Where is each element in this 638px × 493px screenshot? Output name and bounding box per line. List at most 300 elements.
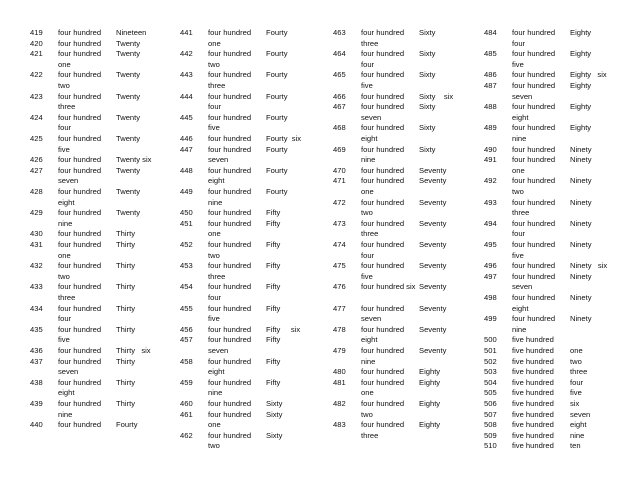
hundreds-word: four hundred five: [361, 70, 405, 90]
tens-word: Eighty: [570, 102, 592, 112]
row-number: 488: [484, 102, 497, 112]
row-number: 468: [333, 123, 346, 133]
number-row: [180, 282, 320, 303]
number-row: [333, 219, 473, 240]
row-number: 476: [333, 282, 346, 292]
row-number: 444: [180, 91, 193, 101]
number-row: [484, 49, 624, 70]
tens-word: Eighty: [419, 377, 441, 387]
tens-word: Thirty: [116, 261, 135, 271]
hundreds-word: four hundred: [361, 165, 405, 175]
number-row: [484, 219, 624, 240]
hundreds-word: four hundred seven: [361, 303, 405, 324]
row-number: 423: [30, 91, 43, 101]
tens-word: Ninety: [570, 271, 592, 281]
row-number: 495: [484, 240, 497, 249]
number-row: [484, 431, 624, 442]
hundreds-word: four hundred: [58, 229, 102, 239]
hundreds-word: four hundred one: [361, 377, 405, 398]
row-number: 433: [30, 282, 43, 292]
number-row: [484, 378, 624, 389]
tens-word: Ninety six: [570, 261, 608, 271]
hundreds-word: four hundred four: [58, 112, 102, 133]
hundreds-word: four hundred three: [208, 70, 252, 90]
row-number: 436: [30, 346, 43, 355]
row-number: 507: [484, 409, 497, 419]
tens-word: Twenty: [116, 134, 141, 143]
tens-word: Seventy: [419, 324, 447, 334]
hundreds-word: four hundred three: [512, 197, 556, 218]
row-number: 432: [30, 261, 43, 271]
tens-word: Twenty: [116, 38, 141, 48]
row-number: 480: [333, 367, 346, 377]
hundreds-word: four hundred: [512, 144, 556, 154]
tens-word: three: [570, 367, 588, 377]
tens-word: Ninety: [570, 155, 592, 165]
row-number: 437: [30, 356, 43, 366]
hundreds-word: four hundred seven: [58, 356, 102, 377]
tens-word: Fifty: [266, 282, 281, 292]
hundreds-word: four hundred four: [361, 49, 405, 69]
tens-word: Twenty: [116, 112, 141, 122]
number-row: [30, 92, 170, 113]
tens-word: Ninety: [570, 176, 592, 186]
row-number: 509: [484, 430, 497, 440]
number-row: [30, 113, 170, 134]
hundreds-word: four hundred two: [208, 49, 252, 69]
tens-word: Eighty: [419, 367, 441, 377]
row-number: 445: [180, 112, 193, 122]
tens-word: Nineteen: [116, 28, 147, 37]
number-row: [333, 420, 473, 441]
number-row: [484, 293, 624, 314]
row-number: 435: [30, 324, 43, 334]
hundreds-word: four hundred seven: [58, 165, 102, 186]
hundreds-word: five hundred: [512, 409, 554, 419]
tens-word: four: [570, 377, 584, 387]
tens-word: Eighty: [419, 420, 441, 430]
number-row: [180, 166, 320, 187]
hundreds-word: four hundred seven: [208, 335, 252, 355]
row-number: 505: [484, 388, 497, 398]
number-row: [30, 399, 170, 420]
row-number: 440: [30, 420, 43, 430]
number-row: [30, 346, 170, 357]
hundreds-word: four hundred: [208, 324, 252, 334]
number-row: [180, 325, 320, 336]
hundreds-word: five hundred: [512, 367, 554, 377]
tens-word: Twenty: [116, 91, 141, 101]
number-row: [180, 378, 320, 399]
hundreds-word: four hundred nine: [512, 314, 556, 334]
tens-word: Sixty six: [419, 91, 454, 101]
tens-word: Thirty six: [116, 346, 151, 355]
row-number: 478: [333, 324, 346, 334]
tens-word: Seventy: [419, 261, 447, 271]
hundreds-word: four hundred: [58, 38, 102, 48]
row-number: 451: [180, 218, 193, 228]
row-number: 501: [484, 346, 497, 355]
number-row: [180, 357, 320, 378]
tens-word: Seventy: [419, 176, 447, 186]
number-row: [333, 70, 473, 91]
hundreds-word: four hundred three: [208, 261, 252, 281]
hundreds-word: four hundred seven: [512, 81, 556, 101]
tens-word: Fourty: [266, 144, 288, 154]
tens-word: Fourty six: [266, 134, 302, 143]
number-row: [30, 208, 170, 229]
hundreds-word: four hundred five: [512, 240, 556, 260]
row-number: 431: [30, 240, 43, 249]
hundreds-word: four hundred: [361, 91, 405, 101]
tens-word: Ninety: [570, 293, 592, 302]
tens-word: eight: [570, 420, 587, 430]
tens-word: Seventy: [419, 303, 447, 313]
number-row: [180, 240, 320, 261]
number-row: [333, 176, 473, 197]
hundreds-word: four hundred five: [58, 134, 102, 154]
hundreds-word: four hundred three: [361, 28, 405, 48]
hundreds-word: five hundred: [512, 388, 554, 398]
row-number: 493: [484, 197, 497, 207]
row-number: 456: [180, 324, 193, 334]
hundreds-word: four hundred eight: [512, 102, 556, 122]
row-number: 485: [484, 49, 497, 59]
tens-word: Fifty: [266, 356, 281, 366]
number-row: [30, 49, 170, 70]
hundreds-word: four hundred: [512, 70, 556, 80]
number-row: [484, 357, 624, 368]
number-row: [484, 367, 624, 378]
number-row: [484, 123, 624, 144]
number-row: [180, 431, 320, 452]
tens-word: ten: [570, 441, 581, 451]
number-row: [30, 187, 170, 208]
hundreds-word: four hundred nine: [208, 377, 252, 398]
tens-word: Sixty: [419, 144, 436, 154]
hundreds-word: four hundred one: [58, 240, 102, 260]
hundreds-word: five hundred: [512, 346, 554, 355]
hundreds-word: four hundred seven: [208, 144, 252, 165]
tens-word: Fifty: [266, 377, 281, 387]
tens-word: Thirty: [116, 324, 135, 334]
hundreds-word: four hundred eight: [58, 187, 102, 207]
row-number: 459: [180, 377, 193, 387]
number-row: [333, 166, 473, 177]
tens-word: one: [570, 346, 583, 355]
hundreds-word: four hundred two: [512, 176, 556, 196]
tens-word: Thirty: [116, 399, 135, 408]
number-row: [484, 388, 624, 399]
number-row: [180, 304, 320, 325]
hundreds-word: four hundred nine: [58, 399, 102, 419]
hundreds-word: four hundred five: [208, 303, 252, 324]
number-row: [30, 28, 170, 39]
number-row: [180, 134, 320, 145]
tens-word: Sixty: [419, 28, 436, 37]
hundreds-word: four hundred four: [512, 28, 556, 48]
tens-word: Fourty: [266, 187, 288, 196]
hundreds-word: five hundred: [512, 356, 554, 366]
row-number: 462: [180, 430, 193, 440]
number-row: [30, 229, 170, 240]
hundreds-word: five hundred: [512, 377, 554, 387]
hundreds-word: four hundred one: [208, 28, 252, 48]
row-number: 452: [180, 240, 193, 249]
row-number: 502: [484, 356, 497, 366]
number-row: [180, 410, 320, 431]
row-number: 496: [484, 261, 497, 271]
tens-word: Ninety: [570, 314, 592, 324]
number-row: [333, 399, 473, 420]
number-row: [30, 420, 170, 431]
tens-word: Seventy: [419, 165, 447, 175]
hundreds-word: four hundred: [208, 399, 252, 408]
row-number: 434: [30, 303, 43, 313]
tens-word: Ninety: [570, 144, 592, 154]
number-row: [180, 187, 320, 208]
number-row: [30, 282, 170, 303]
hundreds-word: four hundred: [208, 134, 252, 143]
tens-word: Eighty: [570, 28, 592, 37]
hundreds-word: four hundred one: [58, 49, 102, 69]
number-row: [484, 81, 624, 102]
number-row: [484, 346, 624, 357]
hundreds-word: four hundred three: [58, 282, 102, 302]
tens-word: Thirty: [116, 356, 135, 366]
hundreds-word: four hundred four: [512, 218, 556, 239]
number-row: [180, 49, 320, 70]
tens-word: Fourty: [266, 91, 288, 101]
number-row: [484, 155, 624, 176]
hundreds-word: four hundred eight: [512, 293, 556, 313]
tens-word: Thirty: [116, 229, 135, 239]
hundreds-word: four hundred two: [58, 70, 102, 90]
hundreds-word: four hundred three: [361, 420, 405, 440]
number-row: [484, 261, 624, 272]
tens-word: nine: [570, 430, 585, 440]
number-row: [484, 420, 624, 431]
number-row: [333, 49, 473, 70]
tens-word: Fifty: [266, 240, 281, 249]
row-number: 438: [30, 377, 43, 387]
tens-word: Twenty: [116, 165, 141, 175]
tens-word: Eighty: [570, 49, 592, 59]
row-number: 430: [30, 229, 43, 239]
number-row: [180, 92, 320, 113]
row-number: 506: [484, 399, 497, 408]
hundreds-word: five hundred: [512, 441, 554, 451]
number-row: [180, 399, 320, 410]
row-number: 429: [30, 208, 43, 218]
tens-word: Seventy: [419, 346, 447, 355]
hundreds-word: four hundred nine: [58, 208, 102, 228]
row-number: 426: [30, 155, 43, 165]
row-number: 424: [30, 112, 43, 122]
hundreds-word: four hundred six: [361, 282, 416, 292]
row-number: 449: [180, 187, 193, 196]
row-number: 420: [30, 38, 43, 48]
tens-word: Fifty: [266, 335, 281, 345]
number-row: [333, 261, 473, 282]
number-row: [180, 70, 320, 91]
tens-word: Thirty: [116, 282, 135, 292]
row-number: 470: [333, 165, 346, 175]
number-row: [30, 155, 170, 166]
hundreds-word: four hundred: [361, 367, 405, 377]
number-row: [30, 166, 170, 187]
number-row: [333, 378, 473, 399]
hundreds-word: five hundred: [512, 430, 554, 440]
tens-word: Fifty: [266, 218, 281, 228]
tens-word: Sixty: [266, 409, 283, 419]
tens-word: Twenty six: [116, 155, 152, 165]
hundreds-word: four hundred five: [58, 324, 102, 345]
row-number: 453: [180, 261, 193, 271]
tens-word: Thirty: [116, 240, 135, 249]
number-row: [30, 304, 170, 325]
hundreds-word: four hundred: [58, 346, 102, 355]
tens-word: Fourty: [116, 420, 138, 430]
hundreds-word: four hundred four: [208, 282, 252, 302]
number-row: [180, 335, 320, 356]
row-number: 441: [180, 28, 193, 37]
tens-word: Twenty: [116, 49, 141, 59]
hundreds-word: four hundred eight: [58, 377, 102, 398]
row-number: 461: [180, 409, 193, 419]
hundreds-word: four hundred nine: [361, 144, 405, 165]
hundreds-word: four hundred: [58, 155, 102, 165]
row-number: 460: [180, 399, 193, 408]
row-number: 454: [180, 282, 193, 292]
row-number: 428: [30, 187, 43, 196]
row-number: 508: [484, 420, 497, 430]
hundreds-word: five hundred: [512, 335, 554, 345]
tens-word: two: [570, 356, 582, 366]
hundreds-word: four hundred: [208, 208, 252, 218]
tens-word: Eighty: [570, 81, 592, 90]
tens-word: Fifty: [266, 303, 281, 313]
tens-word: Seventy: [419, 218, 447, 228]
row-number: 467: [333, 102, 346, 112]
row-number: 472: [333, 197, 346, 207]
hundreds-word: four hundred four: [58, 303, 102, 324]
tens-word: Thirty: [116, 377, 135, 387]
number-row: [333, 367, 473, 378]
number-row: [30, 240, 170, 261]
number-row: [333, 325, 473, 346]
hundreds-word: four hundred one: [208, 409, 252, 430]
row-number: 469: [333, 144, 346, 154]
tens-word: Twenty: [116, 208, 141, 218]
hundreds-word: four hundred two: [208, 240, 252, 260]
hundreds-word: four hundred: [58, 28, 102, 37]
tens-word: Sixty: [266, 399, 283, 408]
row-number: 422: [30, 70, 43, 80]
row-number: 503: [484, 367, 497, 377]
row-number: 439: [30, 399, 43, 408]
row-number: 482: [333, 399, 346, 408]
tens-word: Fourty: [266, 70, 288, 80]
row-number: 446: [180, 134, 193, 143]
tens-word: Ninety: [570, 197, 592, 207]
number-row: [30, 39, 170, 50]
hundreds-word: four hundred five: [361, 261, 405, 281]
row-number: 486: [484, 70, 497, 80]
number-row: [30, 378, 170, 399]
row-number: 427: [30, 165, 43, 175]
hundreds-word: four hundred nine: [361, 346, 405, 366]
number-row: [333, 346, 473, 367]
row-number: 490: [484, 144, 497, 154]
hundreds-word: four hundred nine: [512, 123, 556, 143]
number-row: [180, 28, 320, 49]
tens-word: Eighty: [419, 399, 441, 408]
number-row: [484, 70, 624, 81]
number-row: [484, 335, 624, 346]
number-row: [333, 92, 473, 103]
row-number: 499: [484, 314, 497, 324]
row-number: 457: [180, 335, 193, 345]
row-number: 492: [484, 176, 497, 186]
hundreds-word: four hundred four: [361, 240, 405, 260]
row-number: 489: [484, 123, 497, 133]
row-number: 471: [333, 176, 346, 186]
hundreds-word: four hundred: [58, 420, 102, 430]
hundreds-word: four hundred one: [361, 176, 405, 196]
number-row: [333, 102, 473, 123]
row-number: 450: [180, 208, 193, 218]
hundreds-word: four hundred eight: [208, 165, 252, 186]
tens-word: Seventy: [419, 282, 447, 292]
tens-word: Fourty: [266, 49, 288, 59]
hundreds-word: five hundred: [512, 399, 554, 408]
row-number: 447: [180, 144, 193, 154]
row-number: 494: [484, 218, 497, 228]
hundreds-word: four hundred: [512, 261, 556, 271]
tens-word: Seventy: [419, 240, 447, 249]
number-row: [484, 102, 624, 123]
row-number: 425: [30, 134, 43, 143]
row-number: 498: [484, 293, 497, 302]
row-number: 466: [333, 91, 346, 101]
number-row: [333, 123, 473, 144]
row-number: 477: [333, 303, 346, 313]
hundreds-word: four hundred two: [58, 261, 102, 281]
row-number: 491: [484, 155, 497, 165]
tens-word: Twenty: [116, 187, 141, 196]
hundreds-word: four hundred nine: [208, 187, 252, 207]
hundreds-word: four hundred seven: [512, 271, 556, 292]
hundreds-word: four hundred eight: [361, 324, 405, 345]
hundreds-word: four hundred three: [58, 91, 102, 112]
number-row: [484, 145, 624, 156]
number-row: [30, 325, 170, 346]
number-row: [484, 176, 624, 197]
number-row: [333, 240, 473, 261]
hundreds-word: four hundred eight: [361, 123, 405, 143]
number-row: [484, 314, 624, 335]
number-row: [484, 198, 624, 219]
tens-word: five: [570, 388, 582, 398]
hundreds-word: four hundred one: [512, 155, 556, 175]
row-number: 504: [484, 377, 497, 387]
row-number: 484: [484, 28, 497, 37]
tens-word: Ninety: [570, 218, 592, 228]
tens-word: Fourty: [266, 28, 288, 37]
hundreds-word: five hundred: [512, 420, 554, 430]
row-number: 442: [180, 49, 193, 59]
